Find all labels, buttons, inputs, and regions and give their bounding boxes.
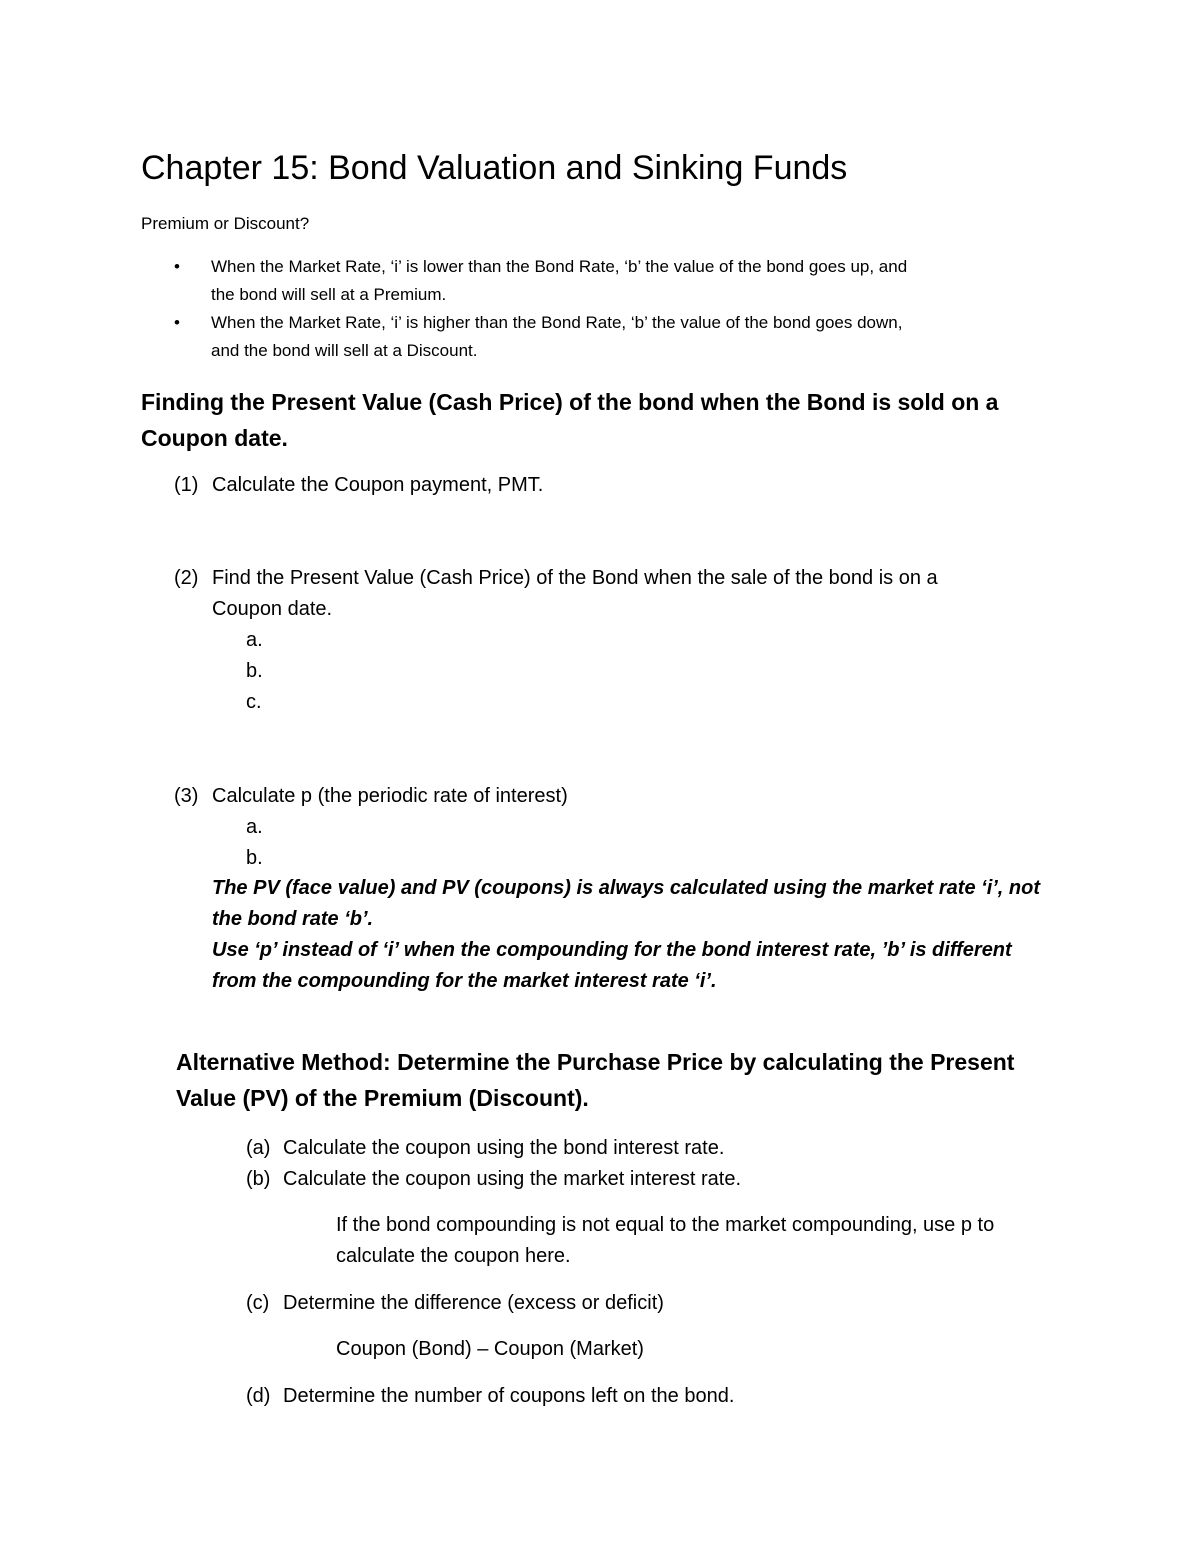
bullet-dot: • <box>174 313 180 332</box>
section1-heading-line1: Finding the Present Value (Cash Price) of the bond when the Bond is sold on a <box>141 389 999 415</box>
step-3-text: Calculate p (the periodic rate of interest) <box>212 785 568 807</box>
step-number: (1) <box>174 474 199 496</box>
note-line-1: The PV (face value) and PV (coupons) is always calculated using the market rate ‘i’, not <box>212 877 1041 899</box>
step-letter: (d) <box>246 1385 271 1407</box>
note-line-3: Use ‘p’ instead of ‘i’ when the compounding for the bond interest rate, ’b’ is different <box>212 939 1012 961</box>
bullet-dot: • <box>174 257 180 276</box>
step-a-text: Calculate the coupon using the bond interest rate. <box>283 1137 725 1159</box>
step-2-sub-c: c. <box>246 691 262 713</box>
step-2-sub-a: a. <box>246 629 263 651</box>
step-2-text-line1: Find the Present Value (Cash Price) of the Bond when the sale of the bond is on a <box>212 567 938 589</box>
step-c-text: Determine the difference (excess or deficit) <box>283 1292 664 1314</box>
bullet-2-line2: and the bond will sell at a Discount. <box>211 341 478 360</box>
step-b-note-line1: If the bond compounding is not equal to the market compounding, use p to <box>336 1214 995 1236</box>
step-letter: (b) <box>246 1168 271 1190</box>
bullet-1-line1: When the Market Rate, ‘i’ is lower than the Bond Rate, ‘b’ the value of the bond goes up, and <box>211 257 908 276</box>
step-b-note-line2: calculate the coupon here. <box>336 1245 571 1267</box>
step-c-formula: Coupon (Bond) – Coupon (Market) <box>336 1338 644 1360</box>
step-letter: (a) <box>246 1137 271 1159</box>
step-3-sub-a: a. <box>246 816 263 838</box>
intro-label: Premium or Discount? <box>141 214 310 233</box>
step-d-text: Determine the number of coupons left on the bond. <box>283 1385 735 1407</box>
step-1-text: Calculate the Coupon payment, PMT. <box>212 474 544 496</box>
note-line-2: the bond rate ‘b’. <box>212 908 374 930</box>
bullet-1-line2: the bond will sell at a Premium. <box>211 285 447 304</box>
step-letter: (c) <box>246 1292 270 1314</box>
step-b-text: Calculate the coupon using the market interest rate. <box>283 1168 742 1190</box>
section2-heading-line2: Value (PV) of the Premium (Discount). <box>176 1085 589 1111</box>
step-2-text-line2: Coupon date. <box>212 598 333 620</box>
step-2-sub-b: b. <box>246 660 263 682</box>
bullet-2-line1: When the Market Rate, ‘i’ is higher than the Bond Rate, ‘b’ the value of the bond goes down, <box>211 313 903 332</box>
note-line-4: from the compounding for the market interest rate ‘i’. <box>212 970 717 992</box>
step-3-sub-b: b. <box>246 847 263 869</box>
section1-heading-line2: Coupon date. <box>141 425 288 451</box>
step-number: (3) <box>174 785 199 807</box>
page-title: Chapter 15: Bond Valuation and Sinking Funds <box>141 149 848 187</box>
section2-heading-line1: Alternative Method: Determine the Purchase Price by calculating the Present <box>176 1049 1015 1075</box>
step-number: (2) <box>174 567 199 589</box>
